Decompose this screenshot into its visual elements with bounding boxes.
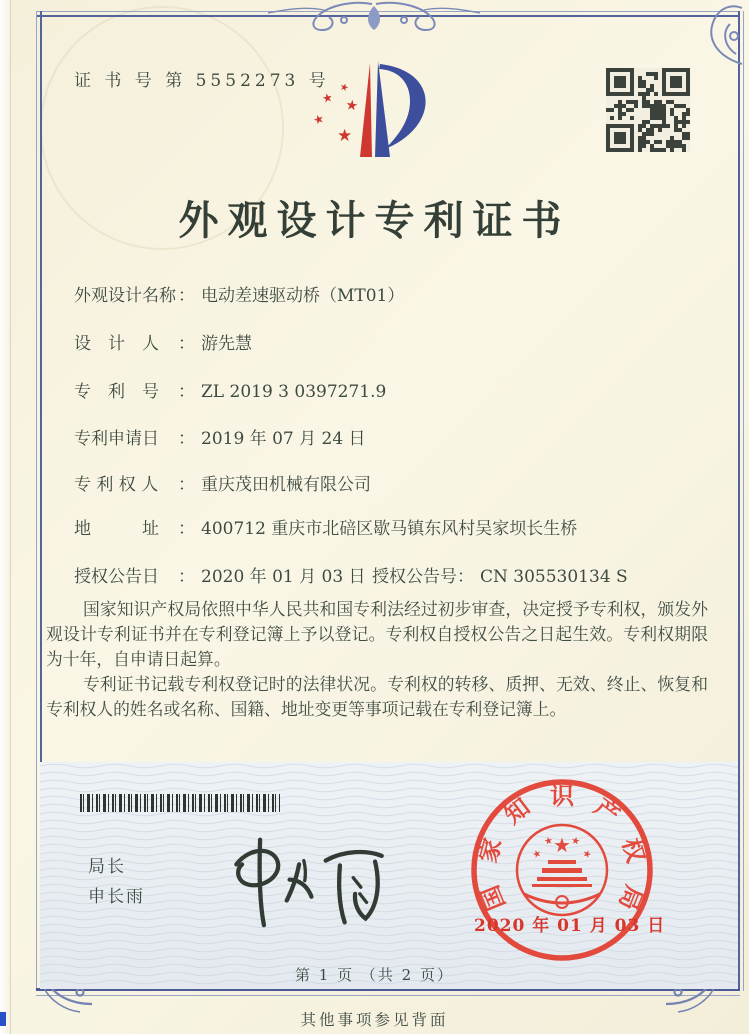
field-value: CN 305530134 S	[480, 567, 628, 587]
field-label: 外观设计名称	[74, 286, 176, 306]
certificate-number: 证 书 号 第 5552273 号	[74, 71, 330, 91]
star-icon: ★	[338, 81, 351, 95]
director-name: 申长雨	[88, 887, 145, 907]
colon: ：	[178, 519, 195, 539]
field-filing-date	[74, 424, 366, 449]
field-value: 游先慧	[201, 334, 252, 354]
svg-text:识: 识	[550, 781, 574, 810]
qr-code	[606, 68, 692, 154]
frame-border-right	[738, 11, 744, 991]
colon: ：	[178, 429, 195, 449]
corner-flourish-top-right-icon	[690, 0, 749, 70]
field-label: 地 址	[74, 519, 159, 539]
colon: ：	[457, 567, 474, 587]
frame-border-bottom	[36, 988, 740, 996]
field-label: 授权公告号	[372, 567, 457, 587]
field-grant-date	[74, 562, 366, 587]
colon: ：	[178, 286, 195, 306]
field-value: 电动差速驱动桥（MT01）	[201, 286, 405, 306]
star-icon: ★	[543, 835, 554, 848]
field-designer	[74, 329, 252, 354]
field-patent-number	[74, 377, 386, 402]
star-icon: ★	[337, 126, 353, 146]
seal-date: 2020 年 01 月 03 日	[474, 916, 666, 936]
star-icon: ★	[553, 833, 571, 857]
back-note: 其他事项参见背面	[300, 1011, 449, 1029]
star-icon: ★	[320, 90, 335, 106]
field-value: ZL 2019 3 0397271.9	[201, 382, 387, 402]
logo-blue-triangle	[375, 61, 390, 157]
field-value: 2020 年 01 月 03 日	[201, 567, 366, 587]
body-paragraph-2: 专利证书记载专利权登记时的法律状况。专利权的转移、质押、无效、终止、恢复和专利权人的姓名或名称、国籍、地址变更等事项记载在专利登记簿上。	[46, 674, 708, 719]
field-value: 重庆茂田机械有限公司	[201, 475, 371, 495]
page-indicator: 第 1 页 （共 2 页）	[295, 966, 454, 984]
director-title: 局长	[88, 857, 126, 877]
field-address	[74, 514, 577, 539]
colon: ：	[178, 567, 195, 587]
field-value: 2019 年 07 月 24 日	[201, 429, 366, 449]
star-icon: ★	[344, 97, 360, 115]
svg-text:产: 产	[588, 791, 626, 830]
logo-red-triangle	[360, 63, 372, 157]
field-grant-number	[372, 562, 628, 587]
cnipa-logo	[303, 55, 443, 167]
field-patentee	[74, 470, 371, 495]
svg-text:知: 知	[498, 791, 536, 830]
colon: ：	[178, 334, 195, 354]
svg-text:国: 国	[474, 881, 511, 915]
field-label: 专利申请日	[74, 429, 159, 449]
scan-edge	[0, 0, 11, 1034]
field-label: 专 利 号	[74, 382, 159, 402]
svg-text:家: 家	[472, 834, 508, 866]
top-center-ornament-icon	[254, 0, 494, 32]
star-icon: ★	[570, 835, 581, 848]
field-label: 专 利 权 人	[74, 475, 159, 495]
barcode	[80, 794, 280, 812]
svg-text:权: 权	[616, 834, 652, 866]
director-signature	[203, 834, 398, 929]
field-value: 400712 重庆市北碚区歇马镇东风村吴家坝长生桥	[201, 519, 578, 539]
legal-text	[46, 597, 708, 722]
colon: ：	[178, 382, 195, 402]
field-design-name	[74, 281, 404, 306]
star-icon: ★	[531, 847, 544, 862]
body-paragraph-1: 国家知识产权局依照中华人民共和国专利法经过初步审查，决定授予专利权，颁发外观设计专利证书并在专利登记簿上予以登记。专利权自授权公告之日起生效。专利权期限为十年，自申请日起算。	[46, 599, 708, 669]
certificate-title: 外观设计专利证书	[178, 197, 571, 244]
field-label: 授权公告日	[74, 567, 159, 587]
star-icon: ★	[311, 110, 327, 128]
field-label: 设 计 人	[74, 334, 159, 354]
svg-text:局: 局	[613, 881, 650, 915]
official-seal	[462, 778, 662, 970]
colon: ：	[178, 475, 195, 495]
star-icon: ★	[580, 847, 593, 862]
